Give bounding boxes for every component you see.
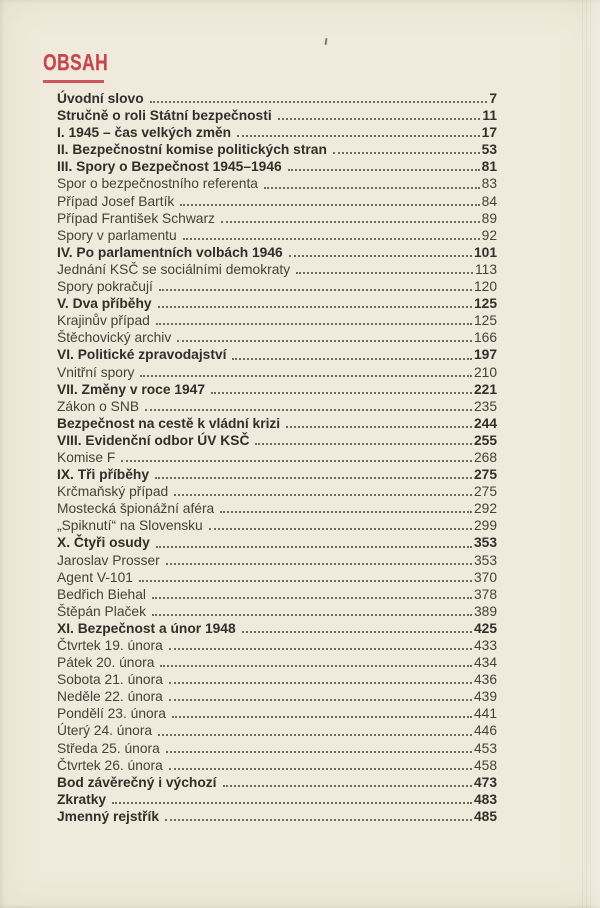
toc-entry-title: Úterý 24. února bbox=[57, 723, 153, 739]
toc-entry-title: VII. Změny v roce 1947 bbox=[57, 381, 206, 397]
toc-entry-title: VI. Politické zpravodajství bbox=[57, 347, 227, 363]
toc-entry-page: 221 bbox=[473, 381, 497, 397]
dot-leader bbox=[286, 426, 472, 428]
toc-entry bbox=[57, 671, 497, 688]
toc-entry-title: Štěchovický archiv bbox=[57, 330, 172, 346]
toc-entry bbox=[57, 517, 497, 534]
toc-entry-page: 81 bbox=[481, 159, 497, 175]
toc-entry-page: 120 bbox=[473, 279, 497, 295]
dot-leader bbox=[172, 716, 472, 718]
dot-leader bbox=[209, 528, 472, 530]
toc-entry-title: Středa 25. února bbox=[57, 740, 160, 756]
toc-entry-title: Bezpečnost na cestě k vládní krizi bbox=[57, 415, 281, 431]
toc-entry-page: 125 bbox=[473, 313, 497, 329]
toc-entry bbox=[57, 791, 497, 808]
toc-entry-title: IX. Tři příběhy bbox=[57, 467, 149, 483]
toc-entry bbox=[57, 449, 497, 466]
toc-entry bbox=[57, 432, 497, 449]
toc-entry-title: Sobota 21. února bbox=[57, 672, 163, 688]
toc-entry bbox=[57, 483, 497, 500]
toc-entry bbox=[57, 124, 497, 141]
toc-entry bbox=[57, 244, 497, 261]
toc-entry bbox=[57, 466, 497, 483]
toc-entry-title: II. Bezpečnostní komise politických stran bbox=[57, 142, 327, 158]
dot-leader bbox=[158, 734, 472, 736]
toc-entry-title: IV. Po parlamentních volbách 1946 bbox=[57, 244, 283, 260]
toc-entry-title: Jmenný rejstřík bbox=[57, 808, 159, 824]
dot-leader bbox=[121, 460, 472, 462]
dot-leader bbox=[242, 631, 472, 633]
toc-entry-title: Vnitřní spory bbox=[57, 364, 135, 380]
toc-entry bbox=[57, 193, 497, 210]
toc-entry-title: Úvodní slovo bbox=[57, 91, 144, 106]
toc-entry-page: 275 bbox=[473, 484, 497, 500]
dot-leader bbox=[180, 204, 479, 206]
dot-leader bbox=[169, 682, 472, 684]
toc-entry-page: 353 bbox=[473, 552, 497, 568]
dot-leader bbox=[223, 785, 472, 787]
toc-entry bbox=[57, 329, 497, 346]
toc-entry-page: 299 bbox=[473, 518, 497, 534]
toc-entry bbox=[57, 364, 497, 381]
dot-leader bbox=[169, 768, 472, 770]
toc-entry-title: Spory v parlamentu bbox=[57, 227, 177, 243]
toc-entry bbox=[57, 312, 497, 329]
toc-entry-title: Bedřich Biehal bbox=[57, 586, 146, 602]
toc-entry-page: 389 bbox=[473, 603, 497, 619]
dot-leader bbox=[220, 511, 472, 513]
toc-entry-title: Krajinův případ bbox=[57, 313, 150, 329]
toc-entry-page: 84 bbox=[481, 193, 497, 209]
toc-entry-title: Jednání KSČ se sociálními demokraty bbox=[57, 261, 291, 277]
toc-entry-title: Neděle 22. února bbox=[57, 689, 163, 705]
dot-leader bbox=[174, 494, 472, 496]
dot-leader bbox=[169, 699, 472, 701]
dot-leader bbox=[288, 169, 480, 171]
dot-leader bbox=[166, 563, 472, 565]
dot-leader bbox=[289, 255, 472, 257]
toc-entry bbox=[57, 261, 497, 278]
toc-entry-page: 89 bbox=[481, 210, 497, 226]
toc-entry-page: 17 bbox=[481, 125, 497, 141]
toc-entry-page: 353 bbox=[473, 535, 497, 551]
contents-heading bbox=[43, 49, 129, 83]
toc-entry bbox=[57, 534, 497, 551]
toc-entry-page: 255 bbox=[473, 432, 497, 448]
toc-entry-title: Mostecká špionážní aféra bbox=[57, 501, 215, 517]
toc-entry bbox=[57, 278, 497, 295]
toc-entry bbox=[57, 227, 497, 244]
dot-leader bbox=[140, 375, 472, 377]
toc-entry-title: Stručně o roli Státní bezpečnosti bbox=[57, 108, 272, 124]
toc-entry-page: 446 bbox=[473, 723, 497, 739]
toc-entry-title: XI. Bezpečnost a únor 1948 bbox=[57, 620, 236, 636]
dot-leader bbox=[255, 443, 472, 445]
toc-entry-page: 483 bbox=[473, 791, 497, 807]
toc-entry bbox=[57, 654, 497, 671]
toc-entry-page: 436 bbox=[473, 672, 497, 688]
toc-entry-page: 425 bbox=[473, 620, 497, 636]
toc-entry bbox=[57, 141, 497, 158]
toc-entry bbox=[57, 603, 497, 620]
toc-entry-page: 441 bbox=[473, 706, 497, 722]
toc-entry-title: X. Čtyři osudy bbox=[57, 535, 150, 551]
toc-entry bbox=[57, 107, 497, 124]
title-underline bbox=[43, 80, 104, 83]
dot-leader bbox=[183, 238, 480, 240]
toc-entry-page: 197 bbox=[473, 347, 497, 363]
toc-entry bbox=[57, 774, 497, 791]
dot-leader bbox=[160, 665, 472, 667]
toc-entry-page: 439 bbox=[473, 689, 497, 705]
toc-entry bbox=[57, 346, 497, 363]
toc-entry bbox=[57, 210, 497, 227]
toc-entry-page: 53 bbox=[481, 142, 497, 158]
dot-leader bbox=[139, 580, 472, 582]
toc-entry bbox=[57, 688, 497, 705]
toc-entry-title: Případ Josef Bartík bbox=[57, 193, 175, 209]
toc-entry-title: Spory pokračují bbox=[57, 279, 153, 295]
toc-entry bbox=[57, 175, 497, 192]
toc-entry-title: Spor o bezpečnostního referenta bbox=[57, 176, 258, 192]
dot-leader bbox=[169, 648, 472, 650]
toc-entry bbox=[57, 295, 497, 312]
toc-entry bbox=[57, 415, 497, 432]
toc-entry-page: 275 bbox=[473, 467, 497, 483]
dot-leader bbox=[152, 614, 472, 616]
toc-entry-page: 113 bbox=[475, 261, 497, 277]
toc-entry-title: Jaroslav Prosser bbox=[57, 552, 160, 568]
toc-entry bbox=[57, 808, 497, 825]
toc-entry-title: Bod závěrečný i výchozí bbox=[57, 774, 217, 790]
toc-entry-page: 210 bbox=[473, 364, 497, 380]
dot-leader bbox=[232, 358, 472, 360]
dot-leader bbox=[156, 546, 472, 548]
toc-entry-title: „Spiknutí“ na Slovensku bbox=[57, 518, 203, 534]
toc-entry-page: 125 bbox=[473, 296, 497, 312]
toc-entry-page: 244 bbox=[473, 415, 497, 431]
dot-leader bbox=[333, 152, 480, 154]
toc-entry-page: 7 bbox=[489, 91, 497, 106]
toc-entry-page: 166 bbox=[473, 330, 497, 346]
toc-entry bbox=[57, 620, 497, 637]
dot-leader bbox=[237, 135, 480, 137]
toc-entry bbox=[57, 398, 497, 415]
dot-leader bbox=[165, 819, 472, 821]
toc-entry-page: 370 bbox=[473, 569, 497, 585]
dot-leader bbox=[152, 597, 472, 599]
page-edge bbox=[582, 0, 592, 908]
toc-entry-page: 378 bbox=[473, 586, 497, 602]
toc-entry-title: Pátek 20. února bbox=[57, 655, 155, 671]
toc-entry-page: 433 bbox=[473, 638, 497, 653]
dot-leader bbox=[158, 306, 472, 308]
toc-entry bbox=[57, 586, 497, 603]
toc-entry-page: 458 bbox=[473, 757, 497, 773]
dot-leader bbox=[112, 802, 472, 804]
toc-entry-title: Agent V-101 bbox=[57, 569, 133, 585]
toc-entry-page: 268 bbox=[473, 449, 497, 465]
toc-entry-title: Štěpán Plaček bbox=[57, 603, 146, 619]
dot-leader bbox=[156, 323, 472, 325]
toc-entry bbox=[57, 740, 497, 757]
toc-entry-page: 235 bbox=[473, 398, 497, 414]
toc-entry-title: Čtvrtek 19. února bbox=[57, 638, 163, 653]
toc-entry bbox=[57, 637, 497, 654]
toc-entry-page: 83 bbox=[481, 176, 497, 192]
dot-leader bbox=[166, 751, 472, 753]
dot-leader bbox=[155, 477, 472, 479]
toc-entry-title: Případ František Schwarz bbox=[57, 210, 215, 226]
toc-entry-page: 434 bbox=[473, 655, 497, 671]
toc-entry-title: Zkratky bbox=[57, 791, 107, 807]
toc-entry-page: 101 bbox=[473, 244, 497, 260]
scan-speck bbox=[325, 38, 328, 45]
toc-entry-title: Komise F bbox=[57, 449, 116, 465]
toc-entry-page: 453 bbox=[473, 740, 497, 756]
toc-entry bbox=[57, 705, 497, 722]
dot-leader bbox=[145, 409, 472, 411]
toc-entry-page: 485 bbox=[473, 808, 497, 824]
dot-leader bbox=[264, 187, 480, 189]
page-title: OBSAH bbox=[43, 49, 109, 75]
toc-entry bbox=[57, 552, 497, 569]
toc-entry-page: 11 bbox=[482, 108, 497, 124]
toc-entry bbox=[57, 569, 497, 586]
toc-entry-page: 292 bbox=[473, 501, 497, 517]
toc-entry bbox=[57, 90, 497, 107]
toc-entry-title: I. 1945 – čas velkých změn bbox=[57, 125, 232, 141]
dot-leader bbox=[278, 118, 481, 120]
toc-entry bbox=[57, 381, 497, 398]
dot-leader bbox=[296, 272, 473, 274]
toc-entry-title: III. Spory o Bezpečnost 1945–1946 bbox=[57, 159, 282, 175]
toc-entry bbox=[57, 757, 497, 774]
toc-entry bbox=[57, 722, 497, 739]
toc-entry-page: 473 bbox=[473, 774, 497, 790]
toc-entry-title: Zákon o SNB bbox=[57, 398, 140, 414]
dot-leader bbox=[211, 392, 472, 394]
toc-entry bbox=[57, 158, 497, 175]
toc-entry-title: Krčmaňský případ bbox=[57, 484, 169, 500]
toc-entry-page: 92 bbox=[481, 227, 497, 243]
toc-entry-title: Pondělí 23. února bbox=[57, 706, 166, 722]
table-of-contents bbox=[57, 90, 497, 825]
toc-entry bbox=[57, 500, 497, 517]
dot-leader bbox=[177, 340, 472, 342]
dot-leader bbox=[150, 101, 488, 103]
dot-leader bbox=[221, 221, 480, 223]
dot-leader bbox=[159, 289, 472, 291]
toc-entry-title: V. Dva příběhy bbox=[57, 296, 152, 312]
toc-entry-title: VIII. Evidenční odbor ÚV KSČ bbox=[57, 432, 250, 448]
toc-entry-title: Čtvrtek 26. února bbox=[57, 757, 163, 773]
